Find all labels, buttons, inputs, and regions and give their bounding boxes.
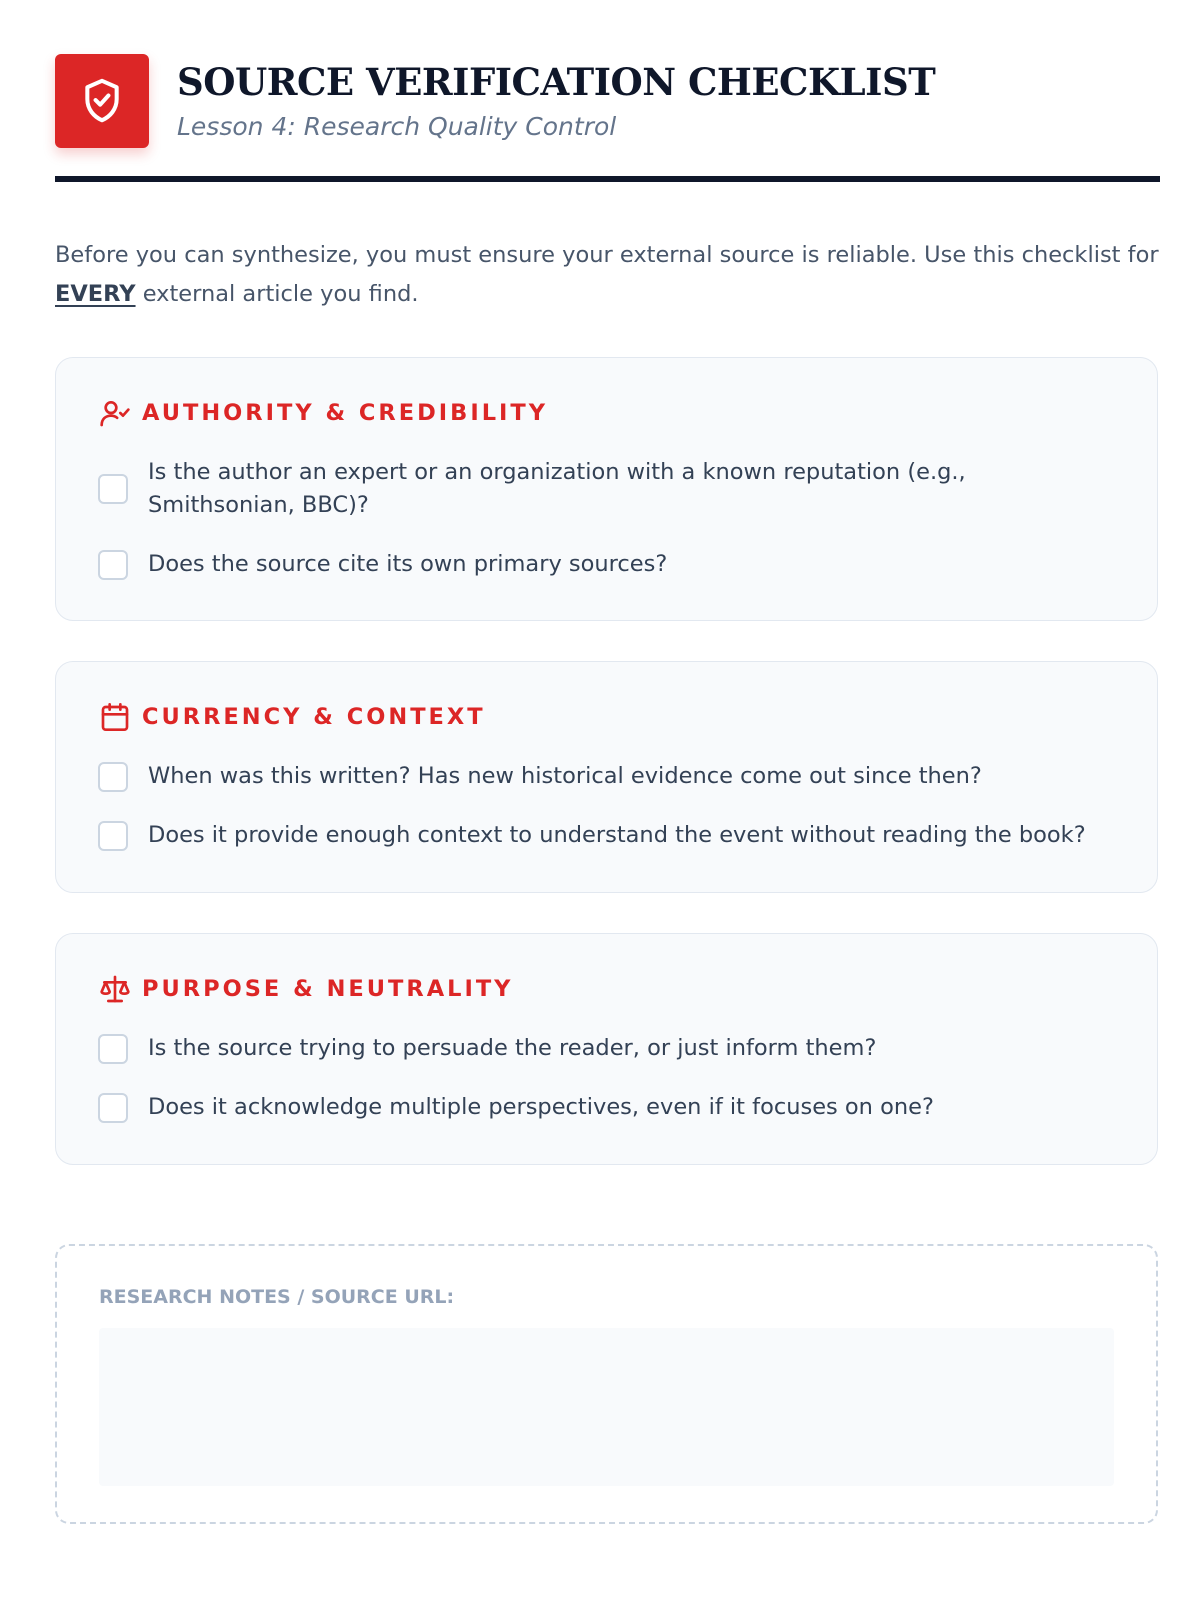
checklist-item-text: Does it acknowledge multiple perspectives, even if it focuses on one? <box>148 1094 934 1120</box>
checklist-item-text: When was this written? Has new historical evidence come out since then? <box>148 763 982 789</box>
checklist-page <box>55 54 1160 1308</box>
checklist-item[interactable] <box>98 1032 1118 1065</box>
checklist-item-text: Does it provide enough context to understand the event without reading the book? <box>148 822 1086 848</box>
calendar-icon <box>98 700 132 734</box>
checkbox[interactable] <box>98 474 128 504</box>
section-title: PURPOSE & NEUTRALITY <box>142 976 514 1002</box>
page-header <box>55 54 1160 148</box>
header-text <box>177 54 935 142</box>
checkbox[interactable] <box>98 1034 128 1064</box>
shield-check-icon <box>80 77 124 125</box>
intro-text-after: external article you find. <box>135 281 419 307</box>
page-title: SOURCE VERIFICATION CHECKLIST <box>177 60 936 104</box>
checklist-item[interactable] <box>98 1091 1118 1124</box>
section-title: AUTHORITY & CREDIBILITY <box>142 400 549 426</box>
section-header <box>98 972 513 1006</box>
checklist-item-text: Is the source trying to persuade the reader, or just inform them? <box>148 1035 877 1061</box>
checkbox[interactable] <box>98 821 128 851</box>
section-header <box>98 396 548 430</box>
checklist-item[interactable] <box>98 548 1118 581</box>
intro-paragraph <box>55 236 1160 314</box>
notes-input[interactable] <box>99 1328 1114 1486</box>
research-notes-box <box>55 1244 1158 1524</box>
scale-icon <box>98 972 132 1006</box>
checklist-item-text: Does the source cite its own primary sources? <box>148 551 668 577</box>
section-title: CURRENCY & CONTEXT <box>142 704 486 730</box>
logo-badge <box>55 54 149 148</box>
intro-emphasis: EVERY <box>55 281 136 307</box>
checklist-item[interactable] <box>98 456 1118 522</box>
section-purpose-neutrality <box>55 933 1158 1165</box>
notes-label: RESEARCH NOTES / SOURCE URL: <box>99 1286 455 1308</box>
checklist-item[interactable] <box>98 760 1118 793</box>
checkbox[interactable] <box>98 550 128 580</box>
user-check-icon <box>98 396 132 430</box>
section-currency-context <box>55 661 1158 893</box>
checklist-item[interactable] <box>98 819 1118 852</box>
header-divider <box>55 176 1160 182</box>
checkbox[interactable] <box>98 762 128 792</box>
checkbox[interactable] <box>98 1093 128 1123</box>
section-authority-credibility <box>55 357 1158 621</box>
checklist-item-text: Is the author an expert or an organization with a known reputation (e.g., Smithsonian, BBC)? <box>148 459 966 518</box>
intro-text-before: Before you can synthesize, you must ensure your external source is reliable. Use this checklist for <box>55 242 1159 268</box>
section-header <box>98 700 486 734</box>
page-subtitle: Lesson 4: Research Quality Control <box>177 112 617 141</box>
